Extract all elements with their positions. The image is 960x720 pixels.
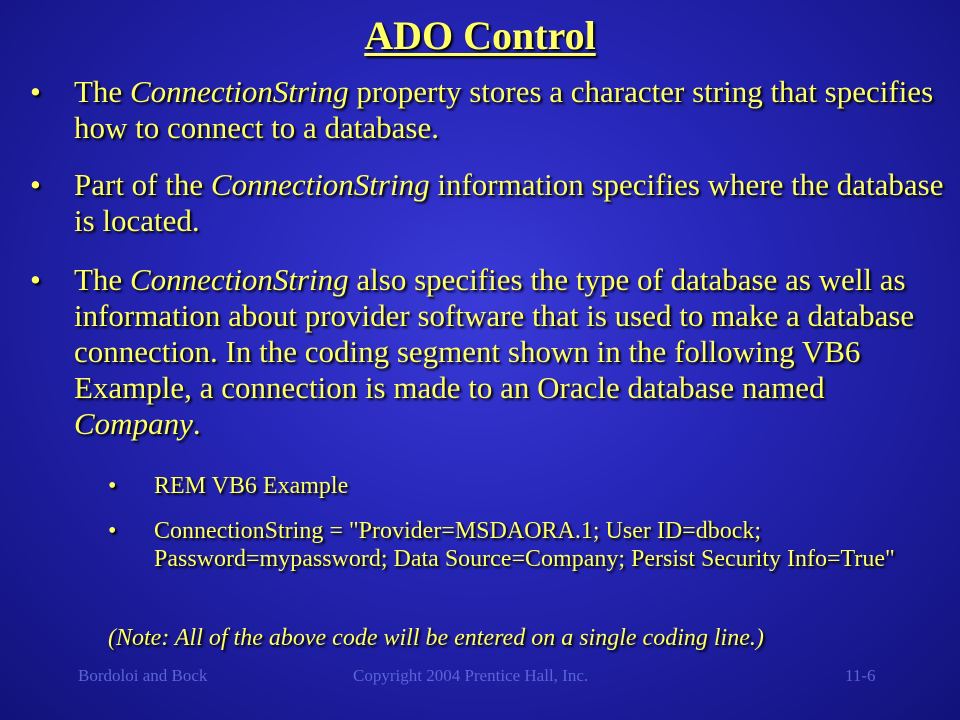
sub-bullet-marker: • xyxy=(108,518,117,544)
slide-title: ADO Control xyxy=(364,13,596,58)
sub-bullet-marker: • xyxy=(108,473,117,499)
sub-bullet-text: REM VB6 Example xyxy=(154,473,349,499)
bullet-text-segment: Part of the xyxy=(74,167,211,202)
footer-copyright: Copyright 2004 Prentice Hall, Inc. xyxy=(353,666,589,685)
bullet-text-segment: property stores a character string that specifies how to connect to a database. xyxy=(74,74,934,145)
bullet-text xyxy=(74,262,954,442)
bullet-text-segment: information specifies where the database is located. xyxy=(74,167,944,238)
bullet-text-emphasis: ConnectionString xyxy=(210,167,430,202)
bullet-text-emphasis: ConnectionString xyxy=(129,74,349,109)
bullet-text-segment: . xyxy=(192,406,201,441)
bullet-text-segment: also specifies the type of database as well as information about provider software that is used to make a database connection. In the coding segment shown in the following VB6 Example, a connection is made to an Oracle database named xyxy=(74,262,915,405)
bullet-text-emphasis: ConnectionString xyxy=(129,262,349,297)
bullet-marker: • xyxy=(30,262,41,297)
bullet-text-emphasis: Company xyxy=(74,406,193,441)
bullet-text-segment: The xyxy=(74,262,130,297)
sub-bullet-text: ConnectionString = "Provider=MSDAORA.1; User ID=dbock; Password=mypassword; Data Source=Company; Persist Security Info=True" xyxy=(154,518,895,572)
bullet-marker: • xyxy=(30,74,41,109)
slide-footer xyxy=(0,666,960,690)
footer-authors: Bordoloi and Bock xyxy=(78,666,208,685)
bullet-text xyxy=(74,167,954,239)
bullet-text-segment: The xyxy=(74,74,130,109)
bullet-marker: • xyxy=(30,167,41,202)
footer-page-number: 11-6 xyxy=(845,666,876,685)
note-text: (Note: All of the above code will be entered on a single coding line.) xyxy=(108,625,764,651)
bullet-text xyxy=(74,74,954,146)
